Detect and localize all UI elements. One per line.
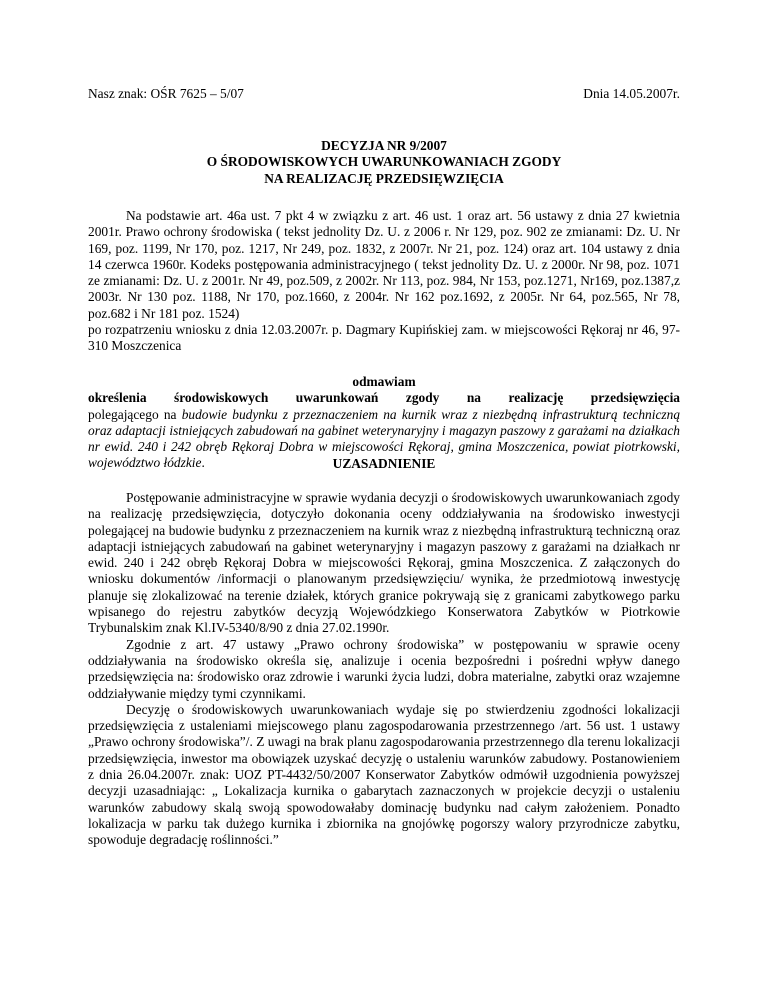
- document-date: Dnia 14.05.2007r.: [583, 86, 680, 101]
- decision-lead: określenia środowiskowych uwarunkowań zgody na realizację przedsięwzięcia: [88, 390, 680, 406]
- justification-paragraph: Postępowanie administracyjne w sprawie wydania decyzji o środowiskowych uwarunkowaniach zgody na realizację przedsięwzięcia, dotyczyło dokonania oceny oddziaływania na środowisko inwestycji polegającej na budowie budynku z przeznaczeniem na kurnik wraz z niezbędną infrastrukturą techniczną oraz adaptacji istniejących zabudowań na gabinet weterynaryjny i magazyn paszowy z garażami na działkach nr ewid. 240 i 242 obręb Rękoraj Dobra w miejscowości Rękoraj, gmina Moszczenica. Z załączonych do wniosku dokumentów /informacji o planowanym przedsięwzięciu/ wynika, że przedmiotową inwestycję planuje się zlokalizować na terenie działek, których granice pokrywają się z granicami zabytkowego parku wpisanego do rejestru zabytków decyzją Wojewódzkiego Konserwatora Zabytków w Piotrkowie Trybunalskim znak Kl.IV-5340/8/90 z dnia 27.02.1990r.: [88, 490, 680, 636]
- justification-body: [88, 490, 680, 849]
- title-line-1: DECYZJA NR 9/2007: [321, 138, 447, 153]
- justification-paragraph: Decyzję o środowiskowych uwarunkowaniach wydaje się po stwierdzeniu zgodności lokalizacji przedsięwzięcia z ustaleniami miejscowego planu zagospodarowania przestrzennego /art. 56 ust. 1 ustawy „Prawo ochrony środowiska”/. Z uwagi na brak planu zagospodarowania przestrzennego dla terenu lokalizacji przedsięwzięcia, inwestor ma obowiązek uzyskać decyzję o ustaleniu warunków zabudowy. Postanowieniem z dnia 26.04.2007r. znak: UOZ PT-4432/50/2007 Konserwator Zabytków odmówił uzgodnienia powyższej decyzji uzasadniając: „ Lokalizacja kurnika o gabarytach zaznaczonych w projekcie decyzji o ustaleniu warunków zabudowy skalą swoją spowodowałaby dominację budynku nad całym założeniem. Ponadto lokalizacja w parku tak dużego kurnika i zbiornika na gnojówkę pogorszy walory przyrodnicze zabytku, spowoduje degradację roślinności.”: [88, 701, 680, 848]
- legal-basis: [88, 208, 680, 355]
- decision-prefix: polegającego na: [88, 406, 182, 422]
- title-line-3: NA REALIZACJĘ PRZEDSIĘWZIĘCIA: [264, 170, 504, 186]
- legal-basis-paragraph: Na podstawie art. 46a ust. 7 pkt 4 w związku z art. 46 ust. 1 oraz art. 56 ustawy z dnia 27 kwietnia 2001r. Prawo ochrony środowiska ( tekst jednolity Dz. U. z 2006 r. Nr 129, poz. 902 ze zmianami: Dz. U. Nr 169, poz. 1199, Nr 170, poz. 1217, Nr 249, poz. 1832, z 2007r. Nr 21, poz. 124) oraz art. 104 ustawy z dnia 14 czerwca 1960r. Kodeks postępowania administracyjnego ( tekst jednolity Dz. U. z 2000r. Nr 98, poz. 1071 ze zmianami: Dz. U. z 2001r. Nr 49, poz.509, z 2002r. Nr 113, poz. 984, Nr 153, poz.1271, Nr169, poz.1387,z 2003r. Nr 130 poz. 1188, Nr 170, poz.1660, z 2004r. Nr 162 poz.1692, z 2005r. Nr 64, poz.565, Nr 78, poz.682 i Nr 181 poz. 1524): [88, 208, 680, 321]
- document-header: [88, 86, 680, 102]
- decision-title: [88, 138, 680, 187]
- decision-project-description: budowie budynku z przeznaczeniem na kurnik wraz z niezbędną infrastrukturą techniczną oraz adaptacji istniejących zabudowań na gabinet weterynaryjny i magazyn paszowy z garażami na działkach nr ewid. 240 i 242 obręb Rękoraj Dobra w miejscowości Rękoraj, gmina Moszczenica, powiat piotrkowski, województwo łódzkie: [88, 406, 681, 471]
- decision-verb: odmawiam: [352, 374, 416, 389]
- decision-suffix: .: [201, 455, 205, 471]
- justification-paragraph: Zgodnie z art. 47 ustawy „Prawo ochrony środowiska” w postępowaniu w sprawie oceny oddziaływania na środowisko określa się, analizuje i ocenia bezpośredni i pośredni wpływ danego przedsięwzięcia na: środowisko oraz zdrowie i warunki życia ludzi, dobra materialne, zabytki oraz wzajemne oddziaływanie między tymi czynnikami.: [88, 636, 680, 701]
- reference-number: Nasz znak: OŚR 7625 – 5/07: [88, 86, 244, 101]
- justification-heading: UZASADNIENIE: [332, 456, 436, 471]
- title-line-2: O ŚRODOWISKOWYCH UWARUNKOWANIACH ZGODY: [206, 154, 562, 170]
- request-paragraph: po rozpatrzeniu wniosku z dnia 12.03.2007r. p. Dagmary Kupińskiej zam. w miejscowości Rękoraj nr 46, 97-310 Moszczenica: [88, 322, 680, 354]
